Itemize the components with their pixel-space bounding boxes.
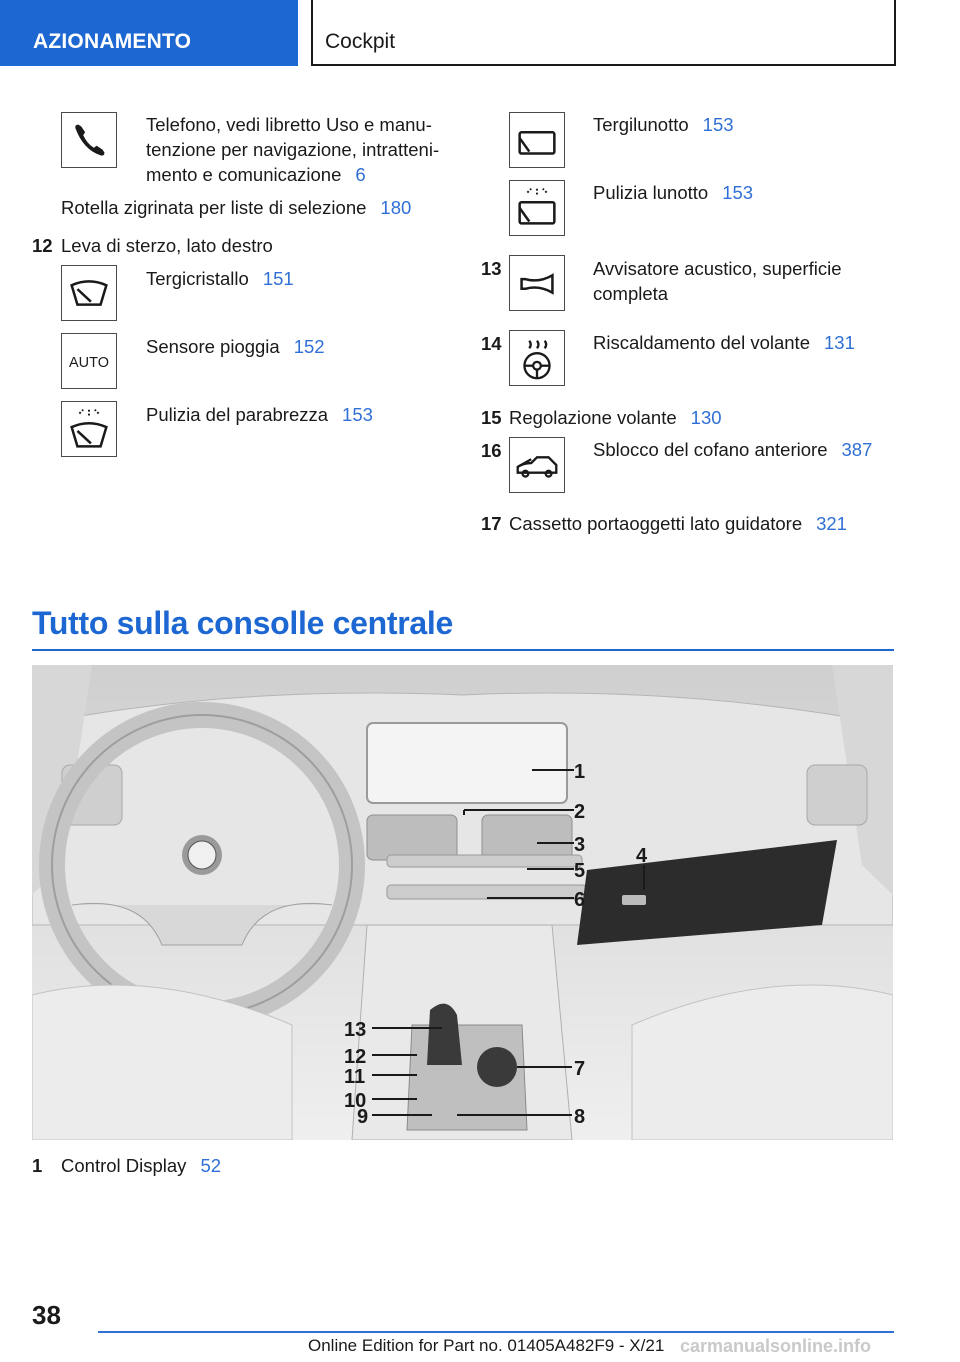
item-15-label: Regolazione volante 130 xyxy=(509,407,722,428)
rear-wiper-page-link[interactable]: 153 xyxy=(702,114,734,135)
item-16-label: Sblocco del cofano anteriore 387 xyxy=(593,439,873,460)
section-title: Tutto sulla consolle centrale xyxy=(32,605,454,641)
item-12-number: 12 xyxy=(32,235,53,256)
edition-text: Online Edition for Part no. 01405A482F9 - X/21 xyxy=(308,1336,665,1355)
rear-washer-page-link[interactable]: 153 xyxy=(722,182,754,203)
callout-2: 2 xyxy=(574,801,586,823)
wiper-page-link[interactable]: 151 xyxy=(262,268,294,289)
rain-sensor-icon xyxy=(61,333,117,389)
item-13-label-line2: completa xyxy=(593,283,669,304)
callout-1: 1 xyxy=(574,761,586,783)
callout-4: 4 xyxy=(636,845,648,867)
footer-rule xyxy=(98,1331,894,1333)
callout-8: 8 xyxy=(574,1106,586,1128)
section-rule xyxy=(32,649,894,651)
phone-page-link[interactable]: 6 xyxy=(355,164,366,185)
item-17-page-link[interactable]: 321 xyxy=(816,513,847,534)
chapter-frame xyxy=(311,0,896,66)
callout-9: 9 xyxy=(357,1106,369,1128)
callout-13: 13 xyxy=(344,1019,367,1041)
item-13-label-line1: Avvisatore acustico, superficie xyxy=(593,258,842,279)
phone-label-line2: tenzione per navigazione, intratteni- xyxy=(146,139,440,160)
rear-washer-label: Pulizia lunotto 153 xyxy=(593,182,754,203)
phone-label-line1: Telefono, vedi libretto Uso e manu- xyxy=(146,114,432,135)
item-15-page-link[interactable]: 130 xyxy=(690,407,722,428)
washer-page-link[interactable]: 153 xyxy=(342,404,373,425)
item-15-number: 15 xyxy=(481,407,502,428)
wiper-label: Tergicristallo 151 xyxy=(146,268,294,289)
item-17-label: Cassetto portaoggetti lato guidatore 321 xyxy=(509,513,847,534)
item-14-label: Riscaldamento del volante 131 xyxy=(593,332,855,353)
item-16-number: 16 xyxy=(481,440,502,461)
item-14-page-link[interactable]: 131 xyxy=(824,332,855,353)
console-drawing xyxy=(32,665,893,1140)
callout-10: 10 xyxy=(344,1090,367,1112)
auto-icon-text: AUTO xyxy=(69,354,109,371)
rain-sensor-label: Sensore pioggia 152 xyxy=(146,336,325,357)
watermark: carmanualsonline.info xyxy=(680,1336,872,1356)
callout-11: 11 xyxy=(344,1066,366,1088)
callout-6: 6 xyxy=(574,889,586,911)
item-12-label: Leva di sterzo, lato destro xyxy=(61,235,273,256)
chapter-title: Cockpit xyxy=(325,30,396,53)
item-14-number: 14 xyxy=(481,333,502,354)
caption-page-link[interactable]: 52 xyxy=(200,1155,222,1176)
wiper-icon xyxy=(61,265,117,321)
callout-12: 12 xyxy=(344,1046,367,1068)
washer-label: Pulizia del parabrezza 153 xyxy=(146,404,373,425)
item-13-number: 13 xyxy=(481,258,502,279)
callout-7: 7 xyxy=(574,1058,586,1080)
horn-icon xyxy=(509,255,565,311)
center-console-illustration xyxy=(32,665,893,1140)
callout-3: 3 xyxy=(574,834,586,856)
hood-release-icon xyxy=(509,437,565,493)
rain-sensor-page-link[interactable]: 152 xyxy=(293,336,325,357)
item-17-number: 17 xyxy=(481,513,502,534)
rear-wiper-label: Tergilunotto 153 xyxy=(593,114,734,135)
rear-washer-icon xyxy=(509,180,565,236)
item-16-page-link[interactable]: 387 xyxy=(841,439,873,460)
section-tab: AZIONAMENTO xyxy=(0,0,298,66)
rear-wiper-icon xyxy=(509,112,565,168)
phone-label-line3: mento e comunicazione 6 xyxy=(146,164,366,185)
thumbwheel-page-link[interactable]: 180 xyxy=(380,197,412,218)
steering-heat-icon xyxy=(509,330,565,386)
caption-label: Control Display 52 xyxy=(61,1155,222,1176)
callout-5: 5 xyxy=(574,860,586,882)
windshield-washer-icon xyxy=(61,401,117,457)
caption-number: 1 xyxy=(32,1155,43,1176)
thumbwheel-label: Rotella zigrinata per liste di selezione 180 xyxy=(61,197,412,218)
phone-icon xyxy=(61,112,117,168)
page-number: 38 xyxy=(32,1300,61,1330)
